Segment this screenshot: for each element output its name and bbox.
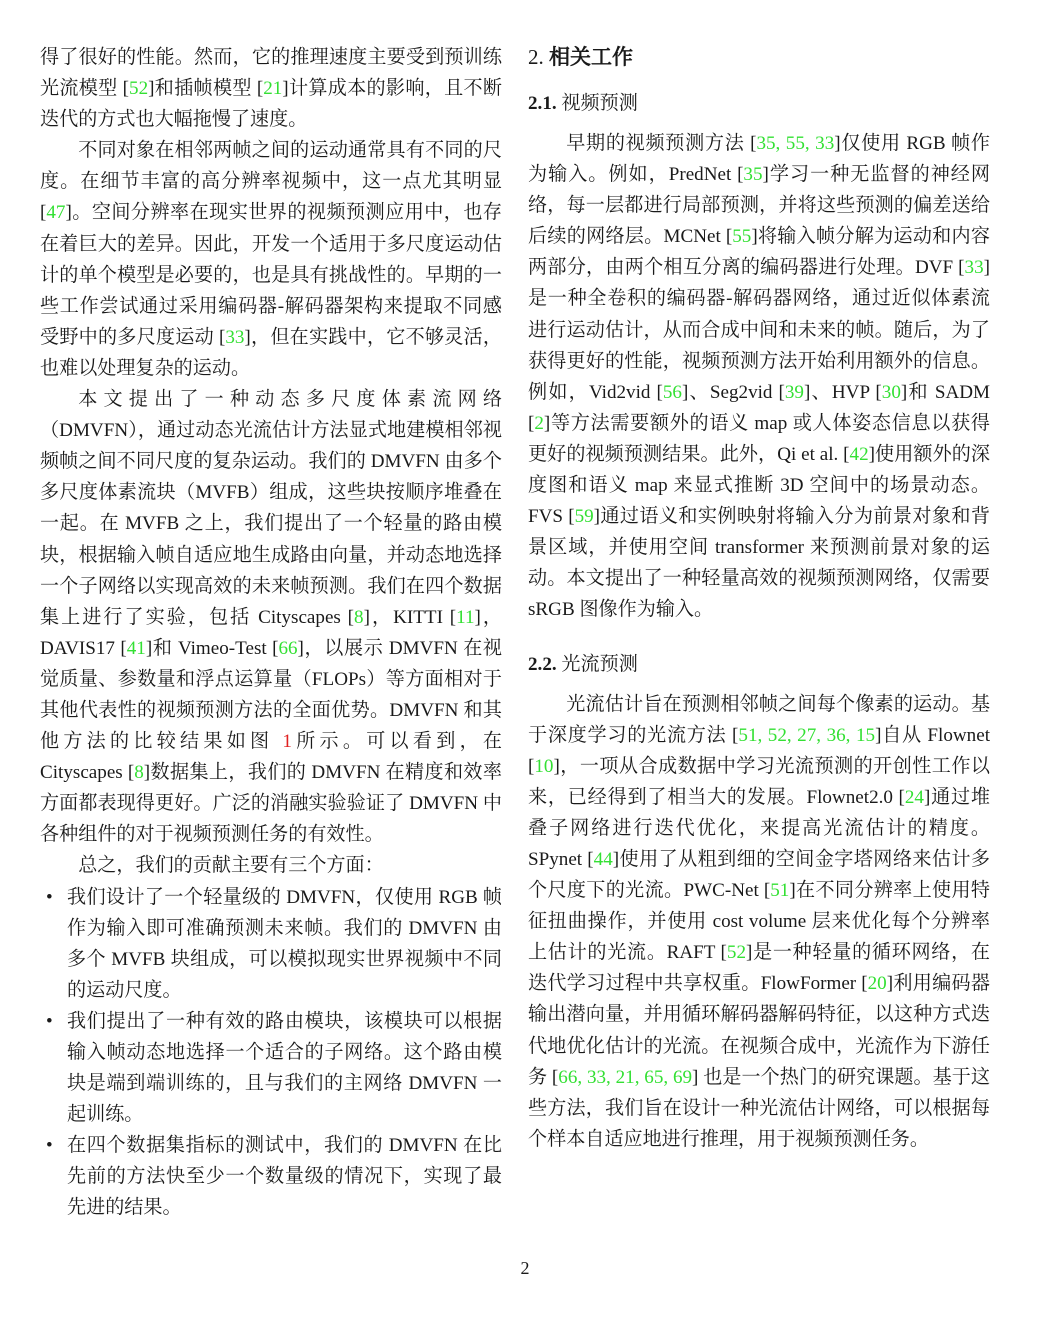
- list-item: [40, 1130, 502, 1223]
- citation-link[interactable]: 39: [784, 381, 804, 403]
- citation-link[interactable]: 51, 52, 27, 36, 15: [738, 724, 876, 746]
- list-item: [40, 1006, 502, 1130]
- citation-link[interactable]: 52: [129, 78, 149, 100]
- bullet-icon: •: [46, 1135, 53, 1157]
- citation-link[interactable]: 11: [456, 606, 475, 628]
- spacer: [528, 119, 990, 128]
- paragraph-contributions-intro: 总之，我们的贡献主要有三个方面：: [78, 855, 384, 877]
- subsection-number: 2.2.: [528, 653, 557, 675]
- spacer: [528, 680, 990, 689]
- paragraph-dmvfn-overview: 本文提出了一种动态多尺度体素流网络（DMVFN），通过动态光流估计方法显式地建模相邻视频帧之间不同尺度的复杂运动。我们的 DMVFN 由多个多尺度体素流块（MVFB）组成，这些块按顺序堆叠在一起。在 MVFB 之上，我们提出了一个轻量的路由模块，根据输入帧自适应地生成路由向量，并动态地选择一个子网络以实现高效的未来帧预测。我们在四个数据集上进行了实验，包括 Cityscapes [8]，KITTI [11]，DAVIS17 [41]和 Vimeo-Test [66]，以展示 DMVFN 在视觉质量、参数量和浮点运算量（FLOPs）等方面相对于其他代表性的视频预测方法的全面优势。DMVFN 和其他方法的比较结果如图 1所示。可以看到，在 Cityscapes [8]数据集上，我们的 DMVFN 在精度和效率方面都表现得更好。广泛的消融实验验证了 DMVFN 中各种组件的对于视频预测任务的有效性。: [40, 389, 503, 846]
- paragraph-continuation: 得了很好的性能。然而，它的推理速度主要受到预训练光流模型 [52]和插帧模型 [21]计算成本的影响，且不断迭代的方式也大幅拖慢了速度。: [40, 47, 502, 131]
- right-column: [528, 42, 990, 1318]
- citation-link[interactable]: 41: [126, 637, 146, 659]
- citation-link[interactable]: 20: [867, 973, 887, 995]
- subsection-heading-optical-flow: [528, 650, 990, 680]
- citation-link[interactable]: 55: [732, 226, 752, 248]
- citation-link[interactable]: 33: [225, 326, 245, 348]
- citation-link[interactable]: 35: [743, 164, 763, 186]
- bullet-icon: •: [46, 1010, 53, 1032]
- citation-link[interactable]: 10: [534, 755, 554, 777]
- list-item: [40, 882, 502, 1006]
- section-title: 相关工作: [549, 45, 633, 69]
- citation-link[interactable]: 66, 33, 21, 65, 69: [558, 1066, 693, 1088]
- paragraph-optical-flow: 光流估计旨在预测相邻帧之间每个像素的运动。基于深度学习的光流方法 [51, 52, 27, 36, 15]自从 Flownet [10]，一项从合成数据中学习光流预测的开创性工作以来，已经得到了相当大的发展。Flownet2.0 [24]通过堆叠子网络进行迭代优化，来提高光流估计的精度。SPynet [44]使用了从粗到细的空间金字塔网络来估计多个尺度下的光流。PWC-Net [51]在不同分辨率上使用特征扭曲操作，并使用 cost volume 层来优化每个分辨率上估计的光流。RAFT [52]是一种轻量的循环网络，在迭代学习过程中共享权重。FlowFormer [20]利用编码器输出潜向量，并用循环解码器解码特征，以这种方式迭代地优化估计的光流。在视频合成中，光流作为下游任务 [66, 33, 21, 65, 69] 也是一个热门的研究课题。基于这些方法，我们旨在设计一种光流估计网络，可以根据每个样本自适应地进行推理，用于视频预测任务。: [528, 693, 991, 1150]
- bullet-icon: •: [46, 886, 53, 908]
- list-item-text: 在四个数据集指标的测试中，我们的 DMVFN 在比先前的方法快至少一个数量级的情况下，实现了最先进的结果。: [67, 1135, 502, 1219]
- subsection-title: 光流预测: [561, 653, 638, 675]
- citation-link[interactable]: 8: [134, 762, 144, 784]
- citation-link[interactable]: 2: [534, 412, 544, 434]
- section-number: 2.: [528, 45, 544, 69]
- page-number: 2: [520, 1258, 530, 1278]
- citation-link[interactable]: 52: [726, 942, 747, 964]
- spacer: [528, 72, 990, 89]
- citation-link[interactable]: 47: [46, 202, 66, 224]
- citation-link[interactable]: 21: [263, 78, 283, 100]
- citation-link[interactable]: 24: [904, 786, 924, 808]
- paragraph-motion-scales: 不同对象在相邻两帧之间的运动通常具有不同的尺度。在细节丰富的高分辨率视频中，这一点尤其明显 [47]。空间分辨率在现实世界的视频预测应用中，也存在着巨大的差异。因此，开发一个适用于多尺度运动估计的单个模型是必要的，也是具有挑战性的。早期的一些工作尝试通过采用编码器-解码器架构来提取不同感受野中的多尺度运动 [33]，但在实践中，它不够灵活，也难以处理复杂的运动。: [40, 140, 503, 379]
- contributions-list: [40, 882, 502, 1224]
- citation-link[interactable]: 59: [574, 506, 594, 528]
- subsection-title: 视频预测: [561, 93, 638, 114]
- citation-link[interactable]: 33: [964, 257, 984, 279]
- list-item-text: 我们设计了一个轻量级的 DMVFN，仅使用 RGB 帧作为输入即可准确预测未来帧。我们的 DMVFN 由多个 MVFB 块组成，可以模拟现实世界视频中不同的运动尺度。: [67, 886, 502, 1001]
- citation-link[interactable]: 30: [881, 381, 901, 403]
- citation-link[interactable]: 66: [278, 637, 298, 659]
- citation-link[interactable]: 51: [770, 880, 790, 902]
- citation-link[interactable]: 44: [593, 848, 613, 870]
- citation-link[interactable]: 8: [354, 606, 364, 628]
- citation-link[interactable]: 35, 55, 33: [756, 133, 835, 154]
- list-item-text: 我们提出了一种有效的路由模块，该模块可以根据输入帧动态地选择一个适合的子网络。这个路由模块是端到端训练的，且与我们的主网络 DMVFN 一起训练。: [67, 1010, 502, 1126]
- figure-reference-link[interactable]: 1: [282, 731, 292, 753]
- subsection-heading-video-prediction: [528, 89, 990, 119]
- subsection-number: 2.1.: [528, 93, 557, 114]
- paragraph-video-prediction: 早期的视频预测方法 [35, 55, 33]仅使用 RGB 帧作为输入。例如，PredNet [35]学习一种无监督的神经网络，每一层都进行局部预测，并将这些预测的偏差送给后续的网络层。MCNet [55]将输入帧分解为运动和内容两部分，由两个相互分离的编码器进行处理。DVF [33]是一种全卷积的编码器-解码器网络，通过近似体素流进行运动估计，从而合成中间和未来的帧。随后，为了获得更好的性能，视频预测方法开始利用额外的信息。例如，Vid2vid [56]、Seg2vid [39]、HVP [30]和 SADM [2]等方法需要额外的语义 map 或人体姿态信息以获得更好的视频预测结果。此外，Qi et al. [42]使用额外的深度图和语义 map 来显式推断 3D 空间中的场景动态。FVS [59]通过语义和实例映射将输入分为前景对象和背景区域，并使用空间 transformer 来预测前景对象的运动。本文提出了一种轻量高效的视频预测网络，仅需要 sRGB 图像作为输入。: [528, 133, 991, 621]
- citation-link[interactable]: 56: [662, 381, 682, 403]
- spacer: [528, 626, 990, 650]
- left-column: [40, 42, 502, 1318]
- citation-link[interactable]: 42: [849, 443, 869, 465]
- section-heading-related-work: [528, 42, 990, 72]
